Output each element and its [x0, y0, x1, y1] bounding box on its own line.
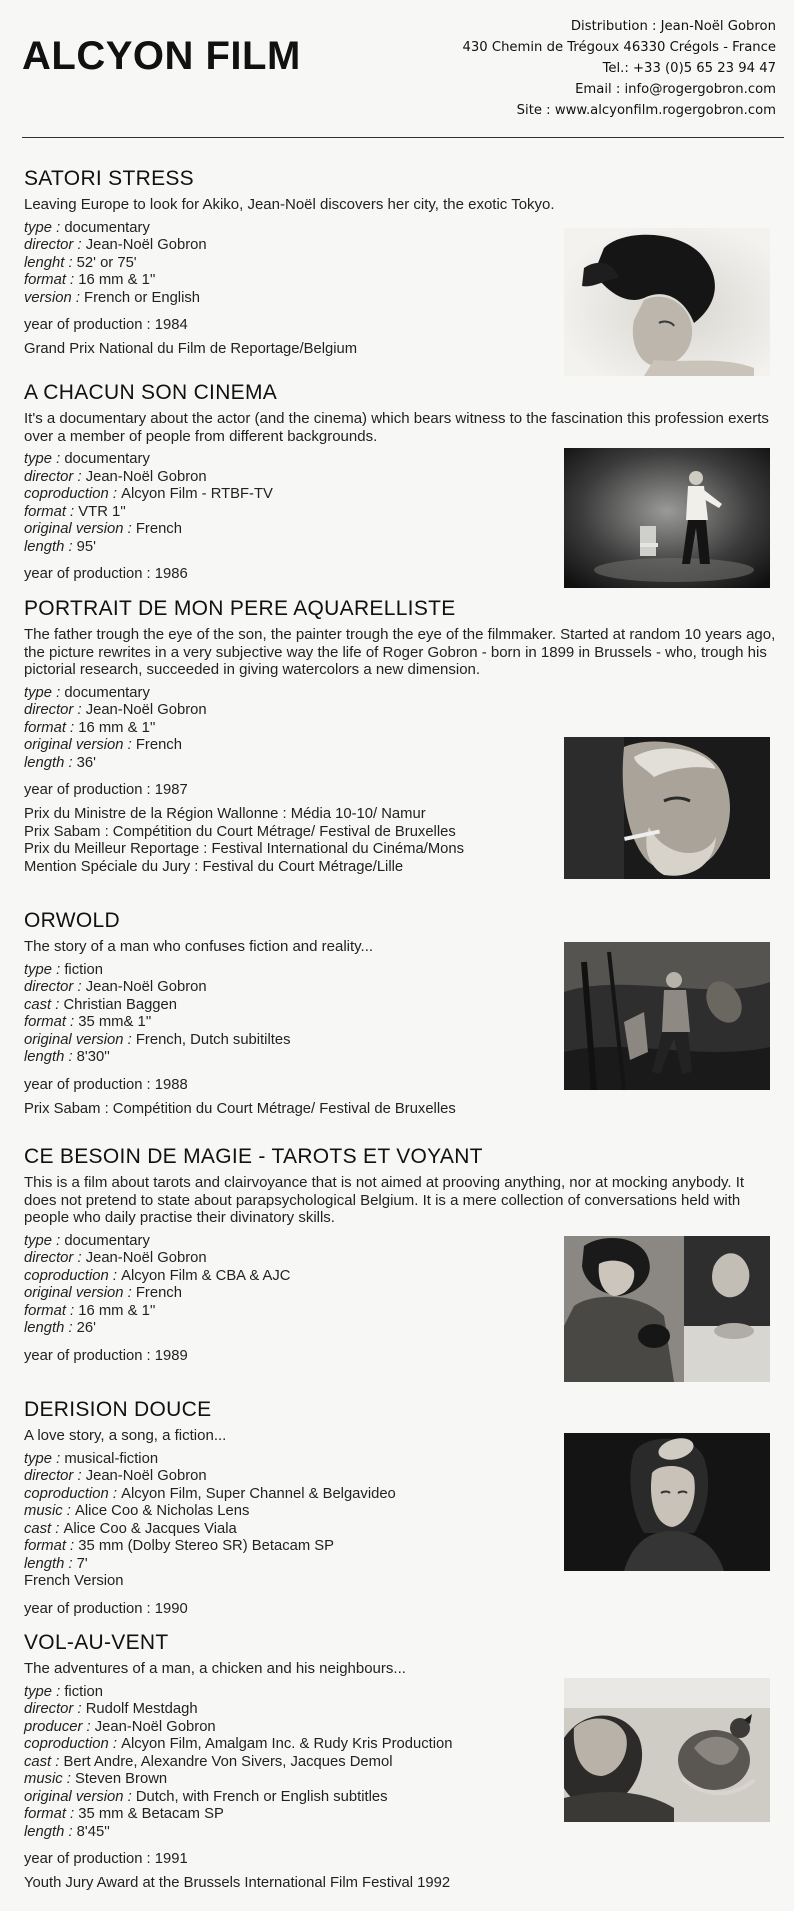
film-meta-row [24, 255, 564, 273]
film-title: A CHACUN SON CINEMA [24, 381, 278, 404]
film-meta-label: director [24, 702, 74, 718]
film-meta-separator: : [73, 702, 86, 718]
film-meta-separator: : [123, 1285, 136, 1301]
film-meta-label: coproduction [24, 486, 109, 502]
film-meta-row [24, 755, 564, 773]
film-meta-separator: : [108, 1736, 122, 1752]
film-meta-row [24, 1049, 564, 1067]
film-meta-row [24, 1736, 564, 1754]
film-meta-separator: : [73, 468, 86, 485]
brand-title: ALCYON FILM [22, 34, 301, 78]
film-meta-separator: : [51, 1232, 65, 1249]
film-still-ce-besoin-de-magie [564, 1236, 770, 1382]
film-awards [24, 1101, 564, 1119]
film-award-line: Prix Sabam : Compétition du Court Métrage/ Festival de Bruxelles [24, 823, 456, 840]
film-synopsis: It's a documentary about the actor (and the cinema) which bears witness to the fascination this profession exerts over a member of people from different backgrounds. [24, 410, 769, 445]
film-meta-separator: : [65, 503, 79, 520]
film-award-line: Grand Prix National du Film de Reportage/Belgium [24, 341, 358, 357]
film-meta-separator: : [71, 289, 85, 306]
film-meta-row [24, 1320, 564, 1338]
film-meta-label: original version [24, 1285, 124, 1301]
film-meta-label: producer [24, 1718, 83, 1735]
film-meta-separator: : [123, 737, 136, 753]
film-meta-separator: : [51, 684, 65, 701]
film-meta-value: Rudolf Mestdagh [85, 1701, 198, 1717]
film-meta-separator: : [65, 272, 79, 288]
film-entry-vol-au-vent [24, 1630, 564, 1893]
film-meta-separator: : [62, 1771, 75, 1787]
film-award-line: Prix du Ministre de la Région Wallonne : Média 10-10/ Namur [24, 806, 426, 822]
film-meta-label: format [24, 272, 66, 288]
film-awards [24, 806, 564, 876]
film-entry-satori-stress [24, 166, 564, 359]
film-meta-row [24, 1233, 564, 1251]
contact-address: 430 Chemin de Trégoux 46330 Crégols - France [462, 40, 776, 55]
film-meta-separator: : [73, 1250, 86, 1266]
film-award-line: Mention Spéciale du Jury : Festival du Court Métrage/Lille [24, 858, 404, 875]
film-meta-row [24, 1789, 564, 1807]
film-entry-portrait-de-mon-pere-aquarelliste [24, 596, 776, 876]
film-meta-value: documentary [64, 1232, 150, 1249]
film-synopsis: A love story, a song, a fiction... [24, 1427, 227, 1444]
film-meta-label: format [24, 1806, 66, 1822]
film-meta-separator: : [123, 1788, 136, 1805]
film-still-orwold [564, 942, 770, 1090]
film-meta-label: cast [24, 1520, 52, 1537]
film-meta-row [24, 1806, 564, 1824]
film-meta-separator: : [51, 1450, 65, 1467]
film-meta-separator: : [108, 1267, 122, 1284]
film-meta-row [24, 997, 564, 1015]
film-meta-value: French Version [24, 1573, 124, 1589]
film-meta-label: format [24, 719, 66, 736]
film-meta-label: length [24, 1555, 65, 1572]
film-meta-label: coproduction [24, 1267, 109, 1284]
film-meta-label: version [24, 289, 72, 306]
film-meta-row [24, 237, 564, 255]
film-meta-label: original version [24, 1031, 124, 1048]
film-meta-label: length [24, 754, 65, 771]
film-meta-row [24, 1684, 564, 1702]
film-meta-label: director [24, 468, 74, 485]
film-meta-row [24, 521, 564, 539]
film-meta-value: documentary [64, 684, 150, 701]
film-meta-value: 36' [76, 754, 96, 771]
film-meta-row [24, 1754, 564, 1772]
film-meta-value: French, Dutch subitiltes [135, 1031, 291, 1048]
film-meta-label: music [24, 1503, 63, 1519]
film-still-portrait-de-mon-pere-aquarelliste [564, 737, 770, 879]
film-award-line: Prix du Meilleur Reportage : Festival International du Cinéma/Mons [24, 841, 465, 857]
film-meta-value: 16 mm & 1'' [78, 1302, 156, 1319]
film-year: year of production : 1991 [24, 1851, 188, 1867]
film-title: PORTRAIT DE MON PERE AQUARELLISTE [24, 597, 456, 620]
film-meta-row [24, 720, 564, 738]
film-title: SATORI STRESS [24, 167, 194, 190]
film-meta-label: length [24, 1320, 65, 1336]
film-meta-row [24, 1268, 564, 1286]
film-meta-row [24, 1451, 564, 1469]
film-meta-row [24, 486, 564, 504]
film-year: year of production : 1986 [24, 566, 188, 582]
film-meta-separator: : [64, 538, 77, 555]
film-meta-separator: : [64, 1049, 77, 1065]
film-year: year of production : 1984 [24, 317, 188, 333]
film-meta-value: 16 mm & 1'' [78, 272, 156, 288]
film-meta-value: Jean-Noël Gobron [94, 1718, 216, 1735]
film-meta-label: director [24, 979, 74, 995]
film-meta-value: documentary [64, 219, 150, 236]
film-year: year of production : 1989 [24, 1347, 188, 1364]
film-meta-value: Jean-Noël Gobron [85, 1250, 207, 1266]
film-meta-separator: : [64, 1823, 77, 1840]
film-meta-label: lenght [24, 254, 65, 271]
film-meta-separator: : [65, 1014, 79, 1030]
film-meta-value: French or English [84, 289, 201, 306]
film-meta-separator: : [73, 1701, 86, 1717]
film-meta-separator: : [65, 1302, 79, 1319]
film-meta-label: director [24, 1701, 74, 1717]
film-synopsis: The adventures of a man, a chicken and his neighbours... [24, 1660, 406, 1677]
film-meta-separator: : [64, 1320, 77, 1336]
film-meta-separator: : [51, 961, 65, 978]
film-meta-label: format [24, 503, 66, 520]
film-entry-ce-besoin-de-magie [24, 1144, 745, 1365]
film-meta-row [24, 702, 564, 720]
film-meta-row [24, 1556, 564, 1574]
film-meta-separator: : [62, 1503, 75, 1519]
film-meta-value: 7' [76, 1555, 88, 1572]
film-meta-label: type [24, 961, 52, 978]
film-meta-label: cast [24, 1753, 52, 1770]
film-title: ORWOLD [24, 909, 120, 932]
film-meta-separator: : [51, 1520, 64, 1537]
film-meta-row [24, 451, 564, 469]
film-synopsis: The story of a man who confuses fiction and reality... [24, 938, 374, 955]
film-meta-value: 26' [76, 1320, 96, 1336]
film-meta-row [24, 272, 564, 290]
film-meta-label: type [24, 684, 52, 701]
film-meta-value: French [135, 1285, 182, 1301]
film-meta-row [24, 504, 564, 522]
film-meta-value: Jean-Noël Gobron [85, 702, 207, 718]
film-meta-value: Steven Brown [74, 1771, 168, 1787]
film-meta-value: 8'45'' [76, 1823, 110, 1840]
film-meta-row [24, 539, 564, 557]
film-meta-row [24, 1486, 564, 1504]
film-meta-value: French [135, 737, 182, 753]
film-synopsis: The father trough the eye of the son, the painter trough the eye of the filmmaker. Started at random 10 years ago, the picture rewrites in a very subjective way the life of Roger Gobron - born in 1899 in Brussels - who, trough his pictorial research, succeeded in giving watercolors a new dimension. [24, 626, 776, 678]
film-still-vol-au-vent [564, 1678, 770, 1822]
film-year: year of production : 1987 [24, 782, 188, 798]
film-meta-value: 35 mm& 1'' [78, 1014, 152, 1030]
film-meta-separator: : [123, 1031, 136, 1048]
film-meta-separator: : [73, 979, 86, 995]
film-award-line: Youth Jury Award at the Brussels International Film Festival 1992 [24, 1875, 451, 1891]
film-meta-label: cast [24, 996, 52, 1013]
contact-block [463, 16, 777, 121]
film-meta-separator: : [73, 237, 86, 253]
film-meta-label: type [24, 1450, 52, 1467]
film-meta-row [24, 1719, 564, 1737]
film-meta-separator: : [108, 486, 122, 502]
film-meta-value: documentary [64, 451, 150, 467]
film-meta-row [24, 1538, 564, 1556]
film-meta-row [24, 1014, 564, 1032]
film-still-satori-stress [564, 228, 770, 376]
film-meta-label: original version [24, 737, 124, 753]
film-meta-separator: : [51, 451, 65, 467]
film-meta-separator: : [51, 1753, 64, 1770]
film-year: year of production : 1988 [24, 1076, 188, 1093]
film-meta-value: 95' [76, 538, 96, 555]
film-meta-label: length [24, 538, 65, 555]
film-meta-row [24, 1824, 564, 1842]
film-meta-row [24, 290, 564, 308]
film-title: CE BESOIN DE MAGIE - TAROTS ET VOYANT [24, 1145, 483, 1168]
film-meta-label: length [24, 1049, 65, 1065]
film-meta-row [24, 685, 564, 703]
film-meta-row [24, 1285, 564, 1303]
film-entry-derision-douce [24, 1397, 564, 1618]
film-meta-value: 52' or 75' [76, 254, 137, 271]
film-meta-row [24, 1250, 564, 1268]
film-meta-value: Christian Baggen [63, 996, 177, 1013]
film-meta-label: director [24, 1468, 74, 1484]
film-awards [24, 341, 564, 359]
film-meta-value: French [135, 521, 182, 537]
film-meta-row [24, 1771, 564, 1789]
header-divider [22, 137, 784, 138]
film-meta-row [24, 1521, 564, 1539]
film-meta-row [24, 1032, 564, 1050]
film-meta-separator: : [82, 1718, 95, 1735]
film-award-line: Prix Sabam : Compétition du Court Métrage/ Festival de Bruxelles [24, 1100, 456, 1117]
film-meta-value: 35 mm & Betacam SP [78, 1806, 224, 1822]
film-meta-value: fiction [64, 1683, 103, 1700]
film-still-derision-douce [564, 1433, 770, 1571]
film-meta-label: type [24, 219, 52, 236]
film-meta-separator: : [73, 1468, 86, 1484]
film-meta-separator: : [64, 254, 77, 271]
film-meta-value: 8'30'' [76, 1049, 110, 1065]
film-title: DERISION DOUCE [24, 1398, 212, 1421]
film-meta-separator: : [64, 1555, 77, 1572]
contact-email[interactable]: Email : info@rogergobron.com [575, 82, 776, 97]
film-meta-value: Alice Coo & Jacques Viala [63, 1520, 237, 1537]
film-meta-separator: : [64, 754, 77, 771]
film-meta-row [24, 1303, 564, 1321]
film-synopsis: Leaving Europe to look for Akiko, Jean-Noël discovers her city, the exotic Tokyo. [24, 196, 555, 213]
film-still-a-chacun-son-cinema [564, 448, 770, 588]
film-meta-separator: : [51, 1683, 65, 1700]
film-meta-row [24, 962, 564, 980]
film-meta-separator: : [65, 719, 79, 736]
film-meta-label: original version [24, 521, 124, 537]
film-meta-value: Jean-Noël Gobron [85, 979, 207, 995]
film-meta-value: Alice Coo & Nicholas Lens [74, 1503, 250, 1519]
film-meta-value: 16 mm & 1'' [78, 719, 156, 736]
film-meta-row [24, 737, 564, 755]
film-year: year of production : 1990 [24, 1600, 188, 1617]
film-meta-value: VTR 1'' [78, 503, 126, 520]
film-meta-label: type [24, 1232, 52, 1249]
film-meta-label: type [24, 1683, 52, 1700]
film-meta-row [24, 979, 564, 997]
film-meta-value: Bert Andre, Alexandre Von Sivers, Jacques Demol [63, 1753, 393, 1770]
film-meta-label: coproduction [24, 1736, 109, 1752]
contact-phone: Tel.: +33 (0)5 65 23 94 47 [602, 61, 776, 76]
film-meta-row [24, 469, 564, 487]
film-awards [24, 1875, 564, 1893]
film-meta-row [24, 1468, 564, 1486]
film-meta-row [24, 1503, 564, 1521]
film-meta-row [24, 1573, 564, 1591]
film-meta-label: director [24, 1250, 74, 1266]
film-synopsis: This is a film about tarots and clairvoyance that is not aimed at prooving anything, nor at mocking anybody. It does not pretend to state about parapsychological Belgium. It is a mere collection of conversations held with people who daily practise their divinatory skills. [24, 1174, 745, 1226]
film-meta-value: Dutch, with French or English subtitles [135, 1788, 388, 1805]
film-entry-orwold [24, 908, 564, 1118]
film-meta-value: musical-fiction [64, 1450, 159, 1467]
film-meta-label: music [24, 1771, 63, 1787]
film-meta-value: Alcyon Film, Amalgam Inc. & Rudy Kris Production [121, 1736, 453, 1752]
film-meta-value: Jean-Noël Gobron [85, 1468, 207, 1484]
film-meta-label: format [24, 1538, 66, 1554]
contact-website[interactable]: Site : www.alcyonfilm.rogergobron.com [516, 103, 776, 118]
film-meta-label: type [24, 451, 52, 467]
film-meta-value: Jean-Noël Gobron [85, 468, 207, 485]
film-meta-value: 35 mm (Dolby Stereo SR) Betacam SP [78, 1538, 335, 1554]
film-meta-row [24, 1701, 564, 1719]
film-meta-label: format [24, 1302, 66, 1319]
film-meta-row [24, 220, 564, 238]
film-entry-a-chacun-son-cinema [24, 380, 769, 583]
film-title: VOL-AU-VENT [24, 1631, 169, 1654]
film-meta-label: format [24, 1014, 66, 1030]
film-meta-label: coproduction [24, 1485, 109, 1502]
film-meta-separator: : [123, 521, 136, 537]
film-meta-label: length [24, 1823, 65, 1840]
film-meta-value: Jean-Noël Gobron [85, 237, 207, 253]
film-meta-separator: : [108, 1485, 122, 1502]
contact-distribution: Distribution : Jean-Noël Gobron [570, 19, 776, 34]
film-meta-value: fiction [64, 961, 103, 978]
film-meta-value: Alcyon Film, Super Channel & Belgavideo [121, 1485, 396, 1502]
film-meta-separator: : [51, 219, 65, 236]
film-meta-value: Alcyon Film & CBA & AJC [121, 1267, 291, 1284]
film-meta-label: original version [24, 1788, 124, 1805]
film-meta-label: director [24, 237, 74, 253]
film-meta-value: Alcyon Film - RTBF-TV [121, 486, 273, 502]
film-meta-separator: : [51, 996, 64, 1013]
film-meta-separator: : [65, 1538, 79, 1554]
film-meta-separator: : [65, 1806, 79, 1822]
